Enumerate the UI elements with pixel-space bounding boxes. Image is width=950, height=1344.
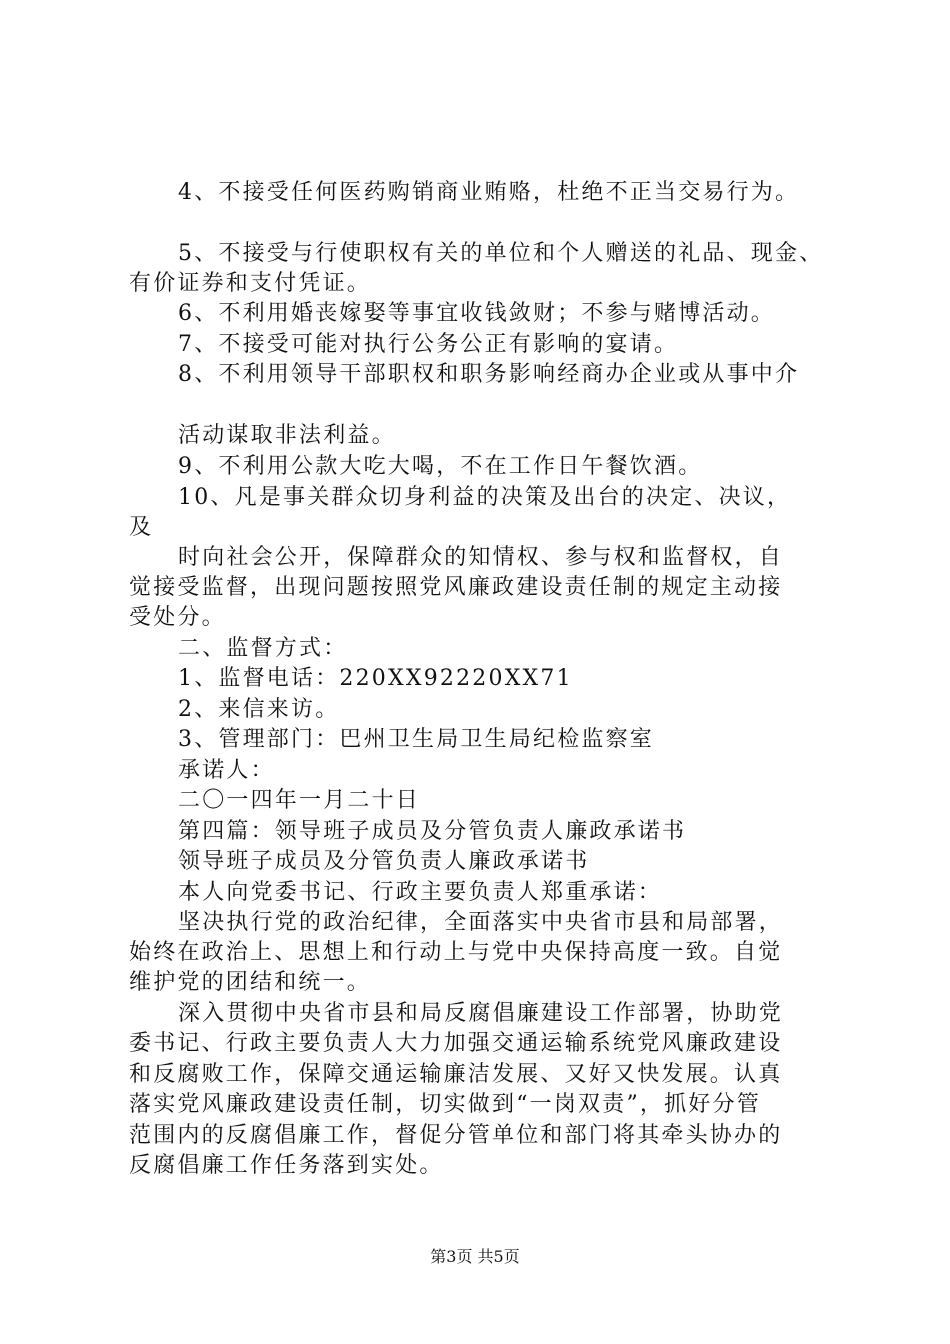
text-line: 始终在政治上、思想上和行动上与党中央保持高度一致。自觉	[129, 940, 783, 965]
text-line: 2、来信来访。	[178, 697, 340, 722]
text-line: 受处分。	[129, 605, 226, 630]
text-line: 10、凡是事关群众切身利益的决策及出台的决定、决议，	[178, 485, 792, 510]
text-line: 范围内的反腐倡廉工作，督促分管单位和部门将其牵头协办的	[129, 1123, 783, 1148]
text-line: 时向社会公开，保障群众的知情权、参与权和监督权，自	[178, 545, 784, 570]
text-line: 9、不利用公款大吃大喝，不在工作日午餐饮酒。	[178, 454, 703, 479]
text-line: 有价证券和支付凭证。	[129, 271, 372, 296]
text-line: 觉接受监督，出现问题按照党风廉政建设责任制的规定主动接	[129, 575, 783, 600]
text-line: 委书记、行政主要负责人大力加强交通运输系统党风廉政建设	[129, 1031, 783, 1056]
date-line: 二〇一四年一月二十日	[178, 788, 421, 813]
text-line: 活动谋取非法利益。	[178, 423, 396, 448]
text-line: 维护党的团结和统一。	[129, 970, 372, 995]
chapter-heading: 第四篇：领导班子成员及分管负责人廉政承诺书	[178, 819, 687, 844]
section-heading: 二、监督方式：	[178, 636, 348, 661]
text-line: 反腐倡廉工作任务落到实处。	[129, 1153, 444, 1178]
text-line: 4、不接受任何医药购销商业贿赂，杜绝不正当交易行为。	[178, 180, 800, 205]
text-line: 落实党风廉政建设责任制，切实做到“一岗双责”，抓好分管	[129, 1092, 761, 1117]
page-number: 第3页 共5页	[430, 1247, 520, 1266]
text-line: 本人向党委书记、行政主要负责人郑重承诺：	[178, 880, 663, 905]
text-line: 8、不利用领导干部职权和职务影响经商办企业或从事中介	[178, 362, 800, 387]
signature-label: 承诺人：	[178, 758, 275, 783]
text-line: 坚决执行党的政治纪律，全面落实中央省市县和局部署，	[178, 910, 784, 935]
text-line: 和反腐败工作，保障交通运输廉洁发展、又好又快发展。认真	[129, 1062, 783, 1087]
text-line: 3、管理部门：巴州卫生局卫生局纪检监察室	[178, 727, 654, 752]
text-line: 1、监督电话：220XX92220XX71	[178, 666, 573, 691]
text-line: 5、不接受与行使职权有关的单位和个人赠送的礼品、现金、	[178, 241, 824, 266]
text-line: 及	[129, 515, 154, 540]
document-title: 领导班子成员及分管负责人廉政承诺书	[178, 849, 590, 874]
text-line: 6、不利用婚丧嫁娶等事宜收钱敛财；不参与赌博活动。	[178, 301, 775, 326]
text-line: 7、不接受可能对执行公务公正有影响的宴请。	[178, 332, 679, 357]
text-line: 深入贯彻中央省市县和局反腐倡廉建设工作部署，协助党	[178, 1001, 784, 1026]
